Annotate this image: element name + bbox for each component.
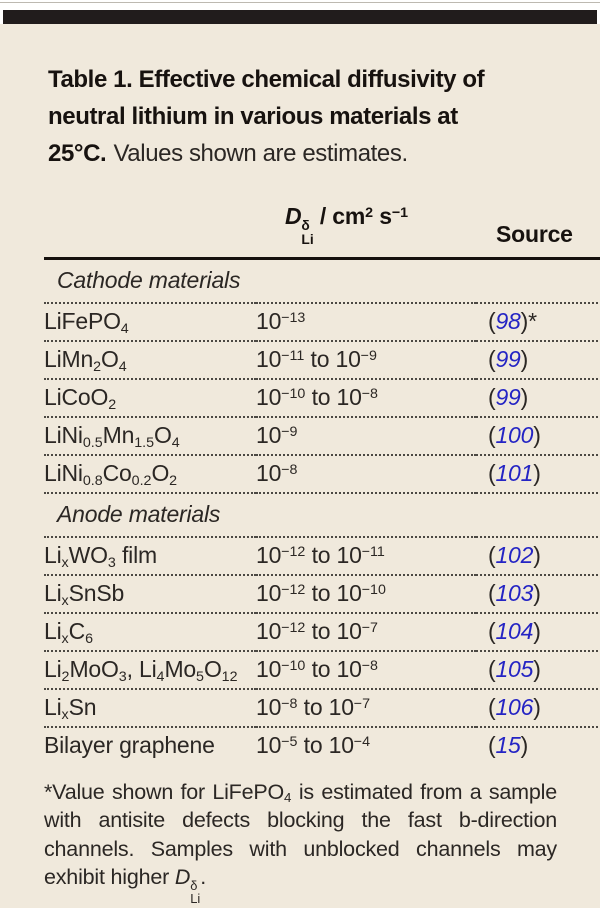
diffusivity-value-cell: $10^{-8}$ to $10^{-7}$ (256, 689, 476, 727)
caption-bold-text: Table 1. Effective chemical diffusivity of (48, 66, 485, 93)
diffusivity-value-cell: $10^{-12}$ to $10^{-7}$ (256, 613, 476, 651)
diffusivity-value-cell: $10^{-8}$ (256, 455, 476, 493)
material-cell: $LiMn_2O_4$ (44, 341, 256, 379)
table-row (44, 651, 600, 689)
diffusivity-value-cell: $10^{-12}$ to $10^{-10}$ (256, 575, 476, 613)
caption-line-1 (48, 61, 557, 98)
caption-line-3 (48, 135, 557, 172)
diffusivity-value-cell: $10^{-9}$ (256, 417, 476, 455)
reference-number[interactable]: 99 (495, 346, 521, 373)
diffusivity-value-cell: $10^{-12}$ to $10^{-11}$ (256, 537, 476, 575)
table-row (44, 613, 600, 651)
source-cell: (98)* (476, 303, 600, 341)
section-label: Anode materials (44, 493, 600, 537)
column-header-material (44, 203, 256, 258)
reference-number[interactable]: 103 (495, 580, 534, 607)
column-header-source: Source (476, 203, 600, 258)
table-row (44, 379, 600, 417)
diffusivity-value-cell: $10^{-5}$ to $10^{-4}$ (256, 732, 371, 759)
caption-regular-text: Values shown are estimates. (113, 140, 408, 167)
source-cell: (106) (476, 689, 600, 727)
table-row (44, 575, 600, 613)
reference-number[interactable]: 102 (495, 542, 534, 569)
source-cell: (99) (476, 379, 600, 417)
source-cell: (99) (476, 341, 600, 379)
material-cell: $LiNi_{0.8}Co_{0.2}O_2$ (44, 455, 256, 493)
source-cell: (105) (476, 651, 600, 689)
table-row (44, 727, 600, 764)
column-header-diffusivity (256, 203, 476, 258)
diffusivity-units-label: D δ Li / $cm^2$ $s^{-1}$ (285, 203, 409, 248)
material-cell: LiCoO$_2$ (44, 379, 256, 417)
source-cell: (103) (476, 575, 600, 613)
reference-number[interactable]: 99 (495, 384, 521, 411)
material-cell: LiFePO$_4$ (44, 303, 256, 341)
diffusivity-value-cell: $10^{-11}$ to $10^{-9}$ (256, 341, 476, 379)
diffusivity-value-cell: $10^{-13}$ (256, 303, 476, 341)
table-row (44, 417, 600, 455)
caption-bold-text: 25°C. (48, 140, 107, 167)
diffusivity-value-cell: $10^{-10}$ to $10^{-8}$ (256, 651, 476, 689)
table-row (44, 303, 600, 341)
top-hairline (0, 2, 600, 3)
section-label: Cathode materials (44, 258, 600, 303)
section-row (44, 258, 600, 303)
reference-number[interactable]: 106 (495, 694, 534, 721)
reference-number[interactable]: 101 (495, 460, 534, 487)
top-rule-bar (3, 10, 597, 24)
reference-number[interactable]: 15 (495, 732, 521, 759)
table-caption (48, 61, 557, 172)
source-cell: (15) (488, 732, 529, 759)
section-row (44, 493, 600, 537)
material-cell: $Li_xWO_3$ film (44, 537, 256, 575)
reference-number[interactable]: 100 (495, 422, 534, 449)
material-cell: $Li_xSnSb$ (44, 575, 256, 613)
table-panel (0, 24, 600, 908)
material-cell: Bilayer graphene (44, 732, 215, 759)
reference-number[interactable]: 104 (495, 618, 534, 645)
diffusivity-table (44, 203, 600, 764)
table-row (44, 455, 600, 493)
footnote: *Value shown for LiFePO$_4$ is estimated from a sample with antisite defects blocking the fast b-direction channels. Samples with unblocked channels may exhibit higher D δ Li . (44, 779, 557, 907)
diffusivity-value-cell: $10^{-10}$ to $10^{-8}$ (256, 379, 476, 417)
table-row (44, 689, 600, 727)
material-cell: $Li_xC_6$ (44, 613, 256, 651)
caption-line-2 (48, 98, 557, 135)
source-cell: (104) (476, 613, 600, 651)
table-header-row (44, 203, 600, 258)
reference-number[interactable]: 98 (495, 308, 521, 335)
source-cell: (101) (476, 455, 600, 493)
table-row (44, 341, 600, 379)
reference-number[interactable]: 105 (495, 656, 534, 683)
material-cell: $LiNi_{0.5}Mn_{1.5}O_4$ (44, 417, 256, 455)
caption-bold-text: neutral lithium in various materials at (48, 103, 458, 130)
table-body (44, 258, 600, 764)
material-cell: $Li_xSn$ (44, 689, 256, 727)
material-cell: $Li_2MoO_3$, $Li_4Mo_5O_{12}$ (44, 651, 256, 689)
source-cell: (102) (476, 537, 600, 575)
source-cell: (100) (476, 417, 600, 455)
table-row (44, 537, 600, 575)
